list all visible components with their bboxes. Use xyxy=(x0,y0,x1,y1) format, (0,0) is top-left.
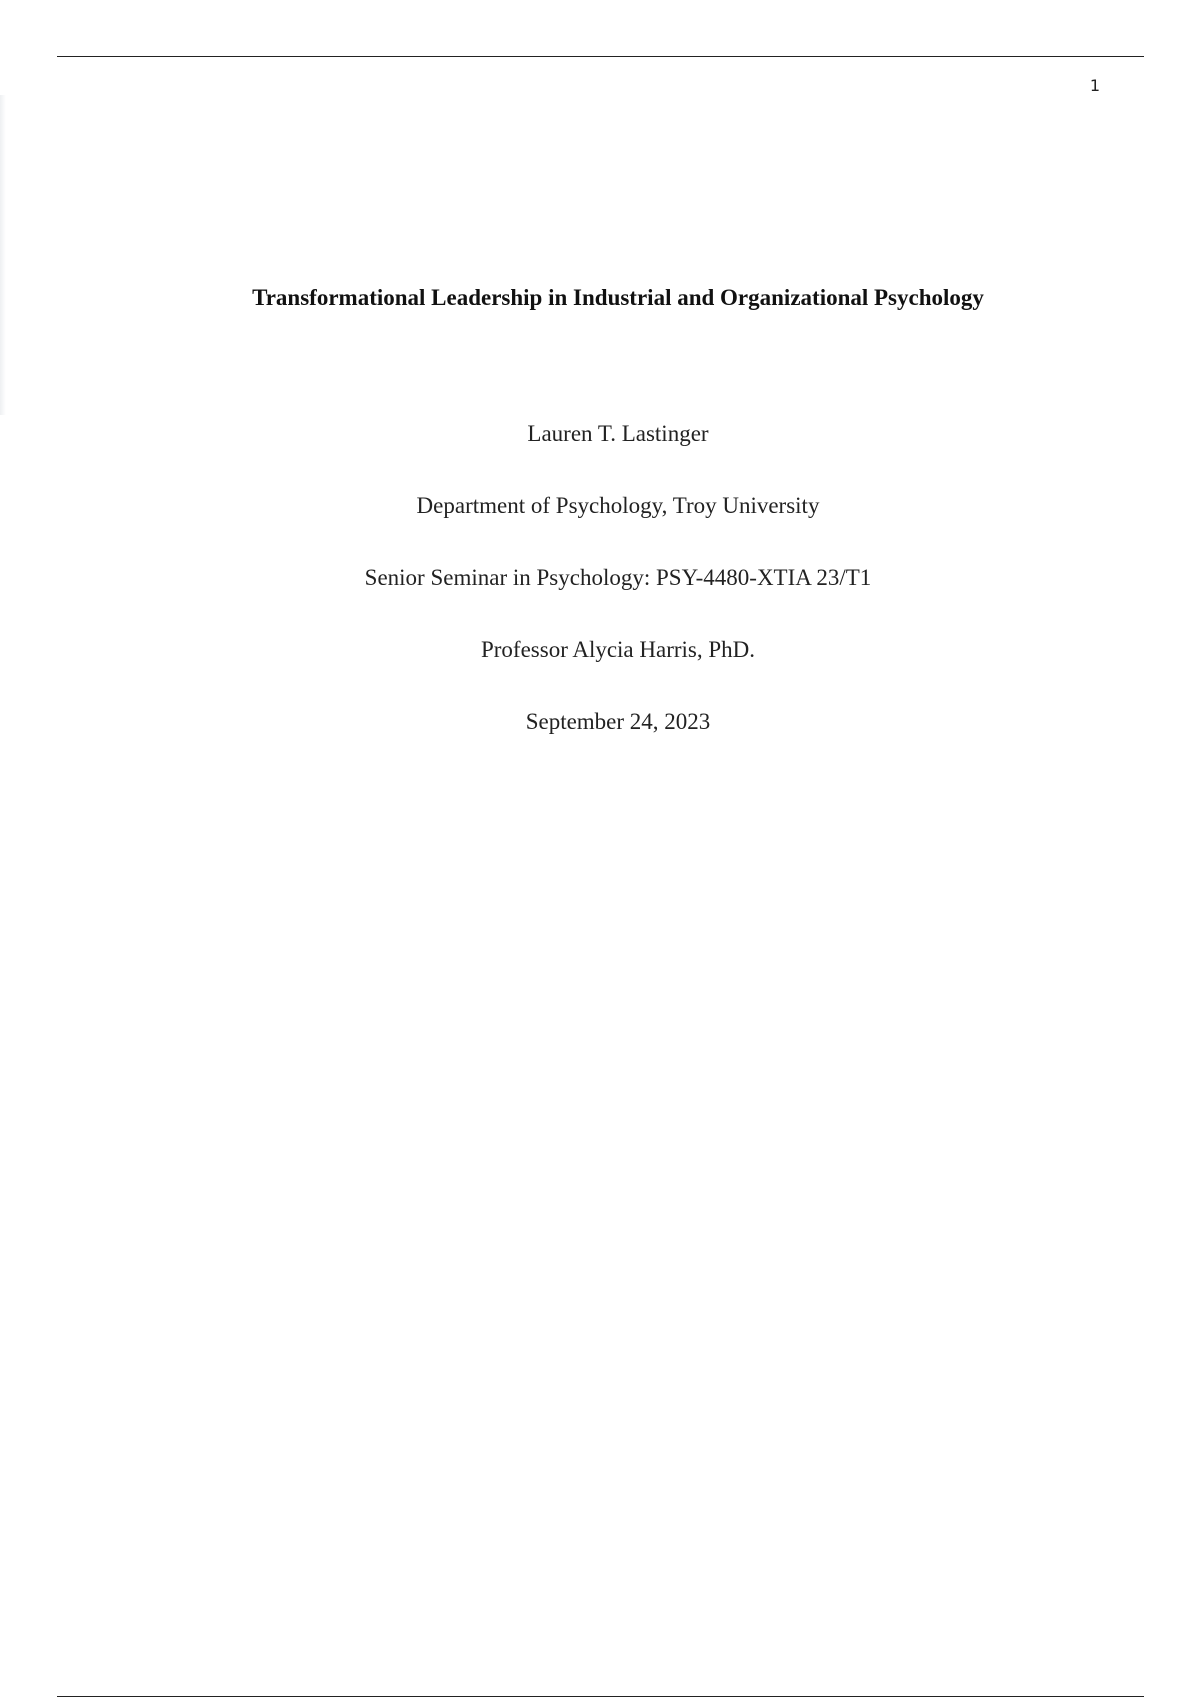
header-rule xyxy=(57,56,1144,57)
byline xyxy=(0,418,1200,738)
instructor-name: Professor Alycia Harris, PhD. xyxy=(480,637,756,662)
due-date: September 24, 2023 xyxy=(525,709,711,734)
author-affiliation: Department of Psychology, Troy University xyxy=(416,493,820,518)
course-name: Senior Seminar in Psychology: PSY-4480-XTIA 23/T1 xyxy=(364,565,872,590)
title-page-block xyxy=(0,282,1200,778)
author-name: Lauren T. Lastinger xyxy=(527,421,709,446)
footer-rule xyxy=(57,1696,1144,1697)
page-number: 1 xyxy=(1089,76,1100,95)
paper-title: Transformational Leadership in Industrial and Organizational Psychology xyxy=(252,285,984,310)
